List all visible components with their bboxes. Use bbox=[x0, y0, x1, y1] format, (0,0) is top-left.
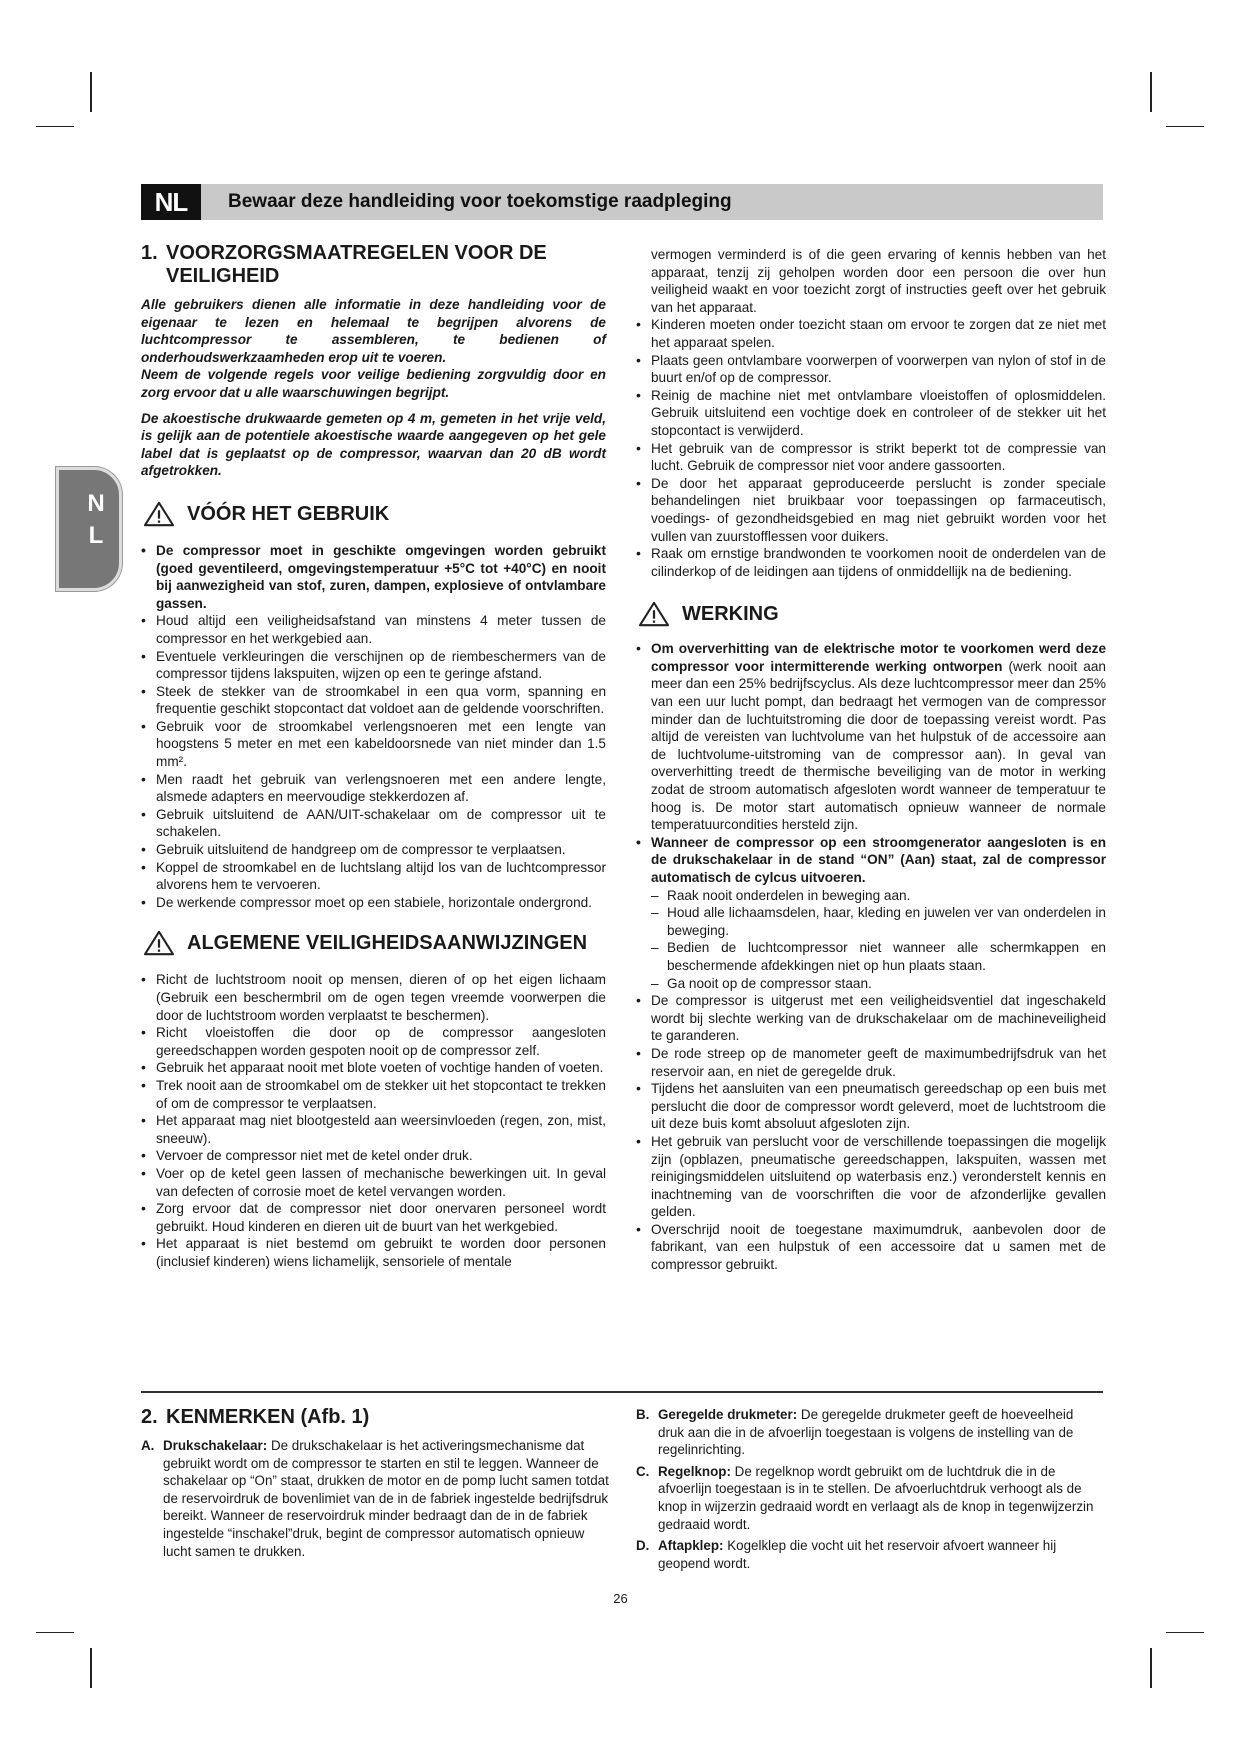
list-item: • Gebruik uitsluitend de AAN/UIT-schakelaar om de compressor uit te schakelen. bbox=[141, 806, 606, 841]
crop-mark bbox=[90, 1648, 92, 1688]
list-item: • Vervoer de compressor niet met de ketel onder druk. bbox=[141, 1147, 606, 1165]
feature-text: De geregelde drukmeter geeft de hoeveelheid druk aan die in de afvoerlijn toegestaan is volgens de instelling van de regelinrichting. bbox=[658, 1407, 1074, 1458]
list-item: • Eventuele verkleuringen die verschijnen op de riembeschermers van de compressor tijdens lakspuiten, wijzen op een te geringe afstand. bbox=[141, 648, 606, 683]
feature-text: Kogelklep die vocht uit het reservoir afvoert wanneer hij geopend wordt. bbox=[658, 1538, 1057, 1571]
crop-mark bbox=[1166, 126, 1204, 127]
algemene-heading bbox=[141, 929, 606, 957]
list-item: • Gebruik uitsluitend de handgreep om de compressor te verplaatsen. bbox=[141, 841, 606, 859]
list-item: • Het gebruik van perslucht voor de verschillende toepassingen die mogelijk zijn (opblazen, pneumatische gereedschappen, lakspuiten, wassen met reinigingsmiddelen uitsluitend op waterbasis enz.) veronderstelt kennis en inachtneming van de voorschriften die voor de afzonderlijke gevallen gelden. bbox=[636, 1133, 1106, 1221]
feature-key: C. bbox=[636, 1463, 650, 1479]
section1-intro-2: Neem de volgende regels voor veilige bediening zorgvuldig door en zorg ervoor dat u alle waarschuwingen begrijpt. bbox=[141, 367, 606, 400]
voor-gebruik-heading bbox=[141, 500, 606, 528]
list-item: • Gebruik voor de stroomkabel verlengsnoeren met een lengte van hoogstens 5 meter en met een kabeldoorsnede van niet minder dan 1.5 mm². bbox=[141, 718, 606, 771]
feature-item-b bbox=[636, 1406, 1101, 1459]
list-item: • De werkende compressor moet op een stabiele, horizontale ondergrond. bbox=[141, 894, 606, 912]
section1-heading bbox=[141, 242, 606, 288]
side-tab-letter-l: L bbox=[88, 522, 104, 549]
list-item: • Plaats geen ontvlambare voorwerpen of voorwerpen van nylon of stof in de buurt en/of op de compressor. bbox=[636, 352, 1106, 387]
feature-text: De drukschakelaar is het activeringsmechanisme dat gebruikt wordt om de compressor te starten en stil te leggen. Wanneer de schakelaar op “On” staat, drukken de motor en de pomp lucht samen totdat de reservoirdruk de bovenlimiet van de in de fabriek ingestelde bedrijfsdruk bereikt. Wanneer de reservoirdruk minder bedraagt dan de in de fabriek ingestelde “inschakel”druk, begint de compressor automatisch opnieuw lucht samen te drukken. bbox=[163, 1438, 609, 1559]
list-item: • Kinderen moeten onder toezicht staan om ervoor te zorgen dat ze niet met het apparaat spelen. bbox=[636, 316, 1106, 351]
dash-item: – Ga nooit op de compressor staan. bbox=[651, 975, 1106, 993]
werking-heading bbox=[636, 600, 1106, 628]
crop-mark bbox=[36, 126, 74, 127]
dash-item: – Bedien de luchtcompressor niet wanneer alle schermkappen en beschermende afdekkingen niet op hun plaats staan. bbox=[651, 939, 1106, 974]
list-item: • Het gebruik van de compressor is strikt beperkt tot de compressie van lucht. Gebruik de compressor niet voor andere gassoorten. bbox=[636, 440, 1106, 475]
crop-mark bbox=[90, 72, 92, 112]
list-item: • De door het apparaat geproduceerde perslucht is zonder speciale behandelingen niet bruikbaar voor toepassingen op farmaceutisch, voedings- of gezondheidsgebied en mag niet gebruikt worden voor het vullen van zuurstofflessen voor duikers. bbox=[636, 475, 1106, 545]
voor-gebruik-list bbox=[141, 542, 606, 911]
warning-triangle-icon bbox=[141, 929, 177, 957]
section2-left bbox=[141, 1406, 611, 1560]
language-badge: NL bbox=[141, 184, 201, 220]
feature-term: Regelknop: bbox=[658, 1463, 731, 1479]
feature-item-a bbox=[141, 1437, 611, 1560]
feature-term: Aftapklep: bbox=[658, 1538, 724, 1554]
list-item: • Het apparaat mag niet blootgesteld aan weersinvloeden (regen, zon, mist, sneeuw). bbox=[141, 1112, 606, 1147]
list-item: • Koppel de stroomkabel en de luchtslang altijd los van de luchtcompressor alvorens hem te vervoeren. bbox=[141, 859, 606, 894]
voor-gebruik-title: VÓÓR HET GEBRUIK bbox=[187, 502, 390, 525]
werking-item1-text: (werk nooit aan meer dan een 25% bedrijfscyclus. Als deze luchtcompressor meer dan 25% van een uur lucht pompt, dan bedraagt het vermogen van de compressor minder dan de luchtuitstroming die door de toepassing vereist wordt. Pas altijd de vereisten van luchtvolume van het hulpstuk of de accessoire aan de luchtvolume-uitstroming van de compressor aan). In geval van oververhitting treedt de thermische beveiliging van de motor in werking zodat de stroom automatisch afgesloten wordt wanneer de temperatuur te hoog is. De motor start automatisch opnieuw wanneer de normale temperatuurcondities hersteld zijn. bbox=[651, 658, 1106, 833]
list-item: • Trek nooit aan de stroomkabel om de stekker uit het stopcontact te trekken of om de compressor te verplaatsen. bbox=[141, 1077, 606, 1112]
werking-dash-list bbox=[636, 887, 1106, 993]
list-item: • Zorg ervoor dat de compressor niet door onervaren personeel wordt gebruikt. Houd kinderen en dieren uit de buurt van het werkgebied. bbox=[141, 1200, 606, 1235]
language-side-tab bbox=[56, 467, 122, 591]
header-title: Bewaar deze handleiding voor toekomstige raadpleging bbox=[228, 191, 732, 212]
werking-list-2 bbox=[636, 992, 1106, 1274]
list-item: • Reinig de machine niet met ontvlambare vloeistoffen of oplosmiddelen. Gebruik uitsluitend een vochtige doek en controleer of de stekker uit het stopcontact is verwijderd. bbox=[636, 387, 1106, 440]
feature-key: D. bbox=[636, 1538, 650, 1554]
warning-triangle-icon bbox=[636, 600, 672, 628]
list-item: • Richt vloeistoffen die door op de compressor aangesloten gereedschappen worden gespoten nooit op de compressor zelf. bbox=[141, 1024, 606, 1059]
section2-heading bbox=[141, 1406, 611, 1429]
list-item: • Men raadt het gebruik van verlengsnoeren met een andere lengte, alsmede adapters en meervoudige stekkerdozen af. bbox=[141, 771, 606, 806]
crop-mark bbox=[36, 1632, 74, 1633]
algemene-list bbox=[141, 971, 606, 1270]
feature-term: Geregelde drukmeter: bbox=[658, 1407, 798, 1422]
werking-title: WERKING bbox=[682, 603, 779, 626]
list-item: • De compressor is uitgerust met een veiligheidsventiel dat ingeschakeld wordt bij slechte werking van de drukschakelaar om de machineveiligheid te garanderen. bbox=[636, 992, 1106, 1045]
section-divider bbox=[141, 1391, 1103, 1393]
section1-title-line2: VEILIGHEID bbox=[166, 265, 280, 287]
dash-item: – Raak nooit onderdelen in beweging aan. bbox=[651, 887, 1106, 905]
feature-key: A. bbox=[141, 1438, 155, 1453]
list-item: • De compressor moet in geschikte omgevingen worden gebruikt (goed geventileerd, omgevingstemperatuur +5°C tot +40°C) en nooit bij aanwezigheid van stof, zuren, dampen, explosieve of ontvlambare gassen. bbox=[141, 542, 606, 612]
list-item: • Overschrijd nooit de toegestane maximumdruk, aanbevolen door de fabrikant, van een hulpstuk of een accessoire dat u samen met de compressor gebruikt. bbox=[636, 1221, 1106, 1274]
list-item: • Het apparaat is niet bestemd om gebruikt te worden door personen (inclusief kinderen) wiens lichamelijk, sensoriele of mentale bbox=[141, 1235, 606, 1270]
feature-term: Drukschakelaar: bbox=[163, 1438, 268, 1453]
werking-list bbox=[636, 640, 1106, 886]
section1-title-line1: VOORZORGSMAATREGELEN VOOR DE bbox=[166, 242, 547, 264]
list-item: • Houd altijd een veiligheidsafstand van minstens 4 meter tussen de compressor en het werkgebied aan. bbox=[141, 612, 606, 647]
section1-intro-3: De akoestische drukwaarde gemeten op 4 m, gemeten in het vrije veld, is gelijk aan de potentiele akoestische waarde aangegeven op het gele label dat is geplaatst op de compressor, waarvan dan 20 dB wordt afgetrokken. bbox=[141, 410, 606, 479]
section2-title: KENMERKEN (Afb. 1) bbox=[166, 1406, 370, 1428]
right-column-list bbox=[636, 316, 1106, 580]
list-item: • Voer op de ketel geen lassen of mechanische bewerkingen uit. In geval van defecten of corrosie moet de ketel vervangen worden. bbox=[141, 1165, 606, 1200]
list-item: • Richt de luchtstroom nooit op mensen, dieren of op het eigen lichaam (Gebruik een beschermbril om de ogen tegen vreemde voorwerpen die door de luchtstroom worden verplaatst te beschermen). bbox=[141, 971, 606, 1024]
list-item: • De rode streep op de manometer geeft de maximumbedrijfsdruk van het reservoir aan, en niet de geregelde druk. bbox=[636, 1045, 1106, 1080]
list-item: • Steek de stekker van de stroomkabel in een qua vorm, spanning en frequentie geschikt stopcontact dat voldoet aan de geldende voorschriften. bbox=[141, 683, 606, 718]
crop-mark bbox=[1150, 1648, 1152, 1688]
list-item: • Raak om ernstige brandwonden te voorkomen nooit de onderdelen van de cilinderkop of de leidingen aan tijdens of onmiddellijk na de bediening. bbox=[636, 545, 1106, 580]
page-number: 26 bbox=[613, 1591, 628, 1606]
feature-item-d bbox=[636, 1537, 1101, 1572]
crop-mark bbox=[1166, 1632, 1204, 1633]
list-item bbox=[636, 640, 1106, 834]
werking-item1-bold: Om oververhitting van de elektrische motor te voorkomen werd deze compressor voor intermitterende werking ontworpen bbox=[651, 641, 1106, 674]
feature-key: B. bbox=[636, 1407, 650, 1422]
right-column bbox=[636, 246, 1106, 1274]
warning-triangle-icon bbox=[141, 500, 177, 528]
feature-text: De regelknop wordt gebruikt om de luchtdruk die in de afvoerlijn toegestaan is in te stellen. De afvoerluchtdruk verhoogt als de knop in wijzerzin gedraaid wordt en verlaagt als de knop in tegenwijzerzin gedraaid wordt. bbox=[658, 1463, 1094, 1532]
side-tab-letter-n: N bbox=[87, 490, 105, 517]
list-item: • Tijdens het aansluiten van een pneumatisch gereedschap op een buis met perslucht die door de compressor wordt geleverd, moet de luchtstroom die uit deze buis komt absoluut afgesloten zijn. bbox=[636, 1080, 1106, 1133]
feature-item-c bbox=[636, 1463, 1101, 1533]
algemene-title: ALGEMENE VEILIGHEIDSAANWIJZINGEN bbox=[187, 932, 588, 955]
dash-item: – Houd alle lichaamsdelen, haar, kleding en juwelen ver van onderdelen in beweging. bbox=[651, 904, 1106, 939]
crop-mark bbox=[1150, 72, 1152, 112]
section1-number: 1. bbox=[141, 242, 158, 264]
section1-intro-1: Alle gebruikers dienen alle informatie in deze handleiding voor de eigenaar te lezen en helemaal te begrijpen alvorens de luchtcompressor te assembleren, te bedienen of onderhoudswerkzaamheden erop uit te voeren. bbox=[141, 297, 606, 365]
list-item: • Gebruik het apparaat nooit met blote voeten of vochtige handen of voeten. bbox=[141, 1059, 606, 1077]
right-column-continuation: vermogen verminderd is of die geen ervaring of kennis hebben van het apparaat, tenzij zij geholpen worden door een persoon die over hun veiligheid waakt en voor toezicht zorgt of instructies geeft over het gebruik van het apparaat. bbox=[651, 247, 1106, 315]
left-column bbox=[141, 242, 606, 1271]
section2-number: 2. bbox=[141, 1406, 158, 1428]
section2-right bbox=[636, 1406, 1101, 1572]
list-item: • Wanneer de compressor op een stroomgenerator aangesloten is en de drukschakelaar in de stand “ON” (Aan) staat, zal de compressor automatisch de cylcus uitvoeren. bbox=[636, 834, 1106, 887]
